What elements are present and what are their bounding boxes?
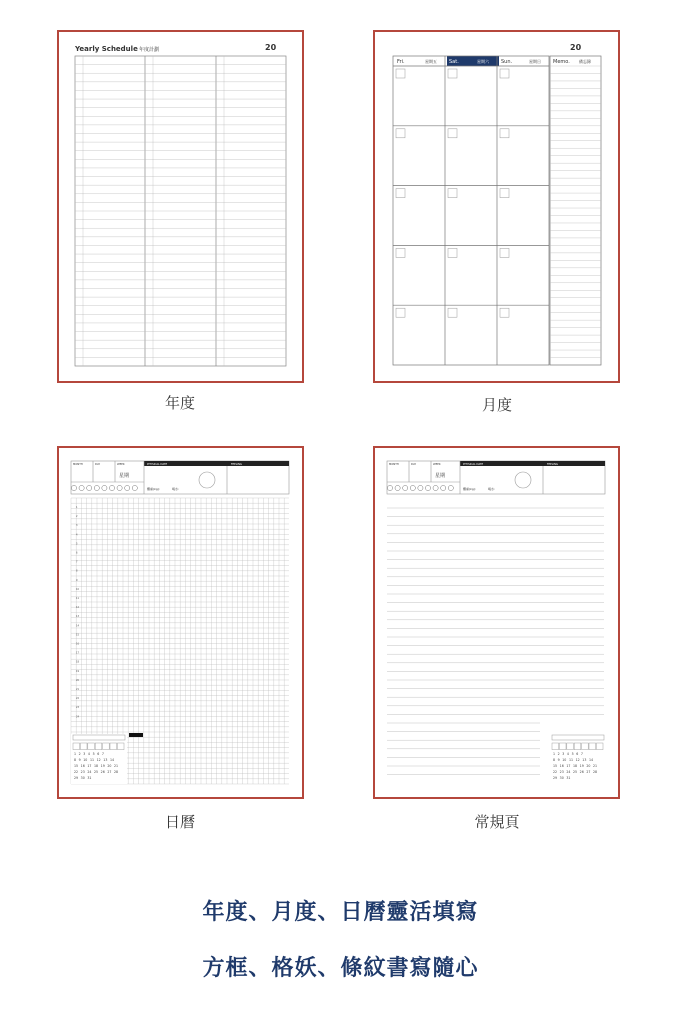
monthly-date-box (396, 308, 405, 317)
regular-week-cn: 星期 (435, 473, 446, 479)
daily-hour-number: 19 (76, 669, 80, 673)
regular-caption: 常規頁 (474, 813, 520, 831)
monthly-caption: 月度 (481, 396, 512, 414)
daily-hour-number: 11 (76, 597, 80, 600)
day-sun-label: Sun. (501, 59, 513, 65)
yearly-sheet (59, 32, 302, 381)
weather-icon (94, 485, 99, 490)
monthly-grid (393, 56, 601, 365)
yearly-year: 20 (265, 43, 277, 52)
daily-hour-number: 3 (76, 524, 78, 528)
daily-hour-number: 7 (76, 560, 78, 564)
monthly-date-box (448, 248, 457, 257)
daily-black-block (129, 733, 143, 737)
daily-hour-number: 6 (76, 551, 78, 555)
daily-hour-number: 22 (76, 697, 80, 701)
monthly-page (373, 30, 620, 383)
weather-icon (79, 485, 84, 490)
daily-hour-number: 13 (76, 615, 80, 619)
monthly-date-box (396, 248, 405, 257)
weather-icon (117, 485, 122, 490)
monthly-date-box (500, 189, 509, 198)
yearly-page (57, 30, 304, 383)
monthly-date-box (500, 248, 509, 257)
daily-sheet (59, 448, 302, 797)
monthly-date-box (500, 69, 509, 78)
daily-hour-number: 23 (76, 706, 80, 710)
mini-cal-weekday-box (596, 743, 603, 750)
daily-hour-number: 20 (76, 678, 80, 682)
regular-weight-label: 體重(kg): (463, 487, 476, 491)
monthly-date-box (500, 129, 509, 138)
yearly-title: Yearly Schedule (75, 45, 138, 53)
daily-caption: 日曆 (164, 813, 195, 831)
tagline-line-1: 年度、月度、日曆靈活填寫 (202, 899, 479, 925)
monthly-sheet (375, 32, 618, 381)
weather-icon (418, 485, 423, 490)
regular-ruled-lines (387, 508, 604, 775)
daily-week-label: WEEK (117, 463, 125, 466)
daily-hour-number: 21 (76, 688, 80, 691)
daily-hour-number: 14 (76, 624, 80, 628)
memo-frame (550, 56, 601, 365)
regular-physical-label: PHYSICAL DATE (463, 463, 484, 466)
regular-mini-calendar (552, 735, 604, 780)
day-fri-label: Fri. (397, 59, 405, 65)
daily-hour-number: 12 (76, 606, 80, 610)
daily-hour-number: 15 (76, 633, 80, 637)
regular-water-label: 喝水: (488, 487, 496, 491)
tagline-line-2: 方框、格妖、條紋書寫隨心 (202, 955, 479, 981)
mini-cal-weekday-box (582, 743, 589, 750)
yearly-title-cn: 年度計劃 (139, 47, 160, 53)
daily-hour-number: 2 (76, 515, 78, 519)
monthly-date-box (448, 189, 457, 198)
weather-icon (87, 485, 92, 490)
daily-hour-number: 8 (76, 569, 78, 573)
mini-cal-weekday-box (567, 743, 574, 750)
mini-cal-row: 8 9 10 11 12 13 14 (74, 758, 115, 762)
regular-sheet (375, 448, 618, 797)
monthly-date-box (396, 129, 405, 138)
regular-mood-circle (515, 472, 531, 488)
mini-cal-row: 15 16 17 18 19 20 21 (553, 764, 598, 768)
weather-icon (71, 485, 76, 490)
day-sat-cn: 星期六 (477, 59, 489, 64)
day-sun-cn: 星期日 (529, 59, 541, 64)
monthly-frame (393, 56, 549, 365)
mini-cal-row: 1 2 3 4 5 6 7 (74, 752, 104, 756)
day-sat-label: Sat. (449, 59, 459, 65)
daily-hour-number: 10 (76, 587, 80, 591)
daily-hour-number: 1 (76, 506, 78, 509)
daily-hour-number: 18 (76, 660, 80, 664)
regular-page (373, 446, 620, 799)
daily-hour-number: 16 (76, 642, 80, 646)
yearly-grid (75, 56, 286, 366)
mini-cal-row: 29 30 31 (553, 776, 571, 780)
monthly-date-box (448, 69, 457, 78)
weather-icon (109, 485, 114, 490)
monthly-year: 20 (570, 43, 582, 52)
daily-week-cn: 星期 (119, 473, 130, 479)
mini-cal-weekday-box (574, 743, 581, 750)
mini-cal-row: 15 16 17 18 19 20 21 (74, 764, 119, 768)
weather-icon (132, 485, 137, 490)
daily-day-label: DAY (95, 463, 101, 466)
mini-cal-row: 22 23 24 25 26 27 28 (553, 770, 598, 774)
day-fri-cn: 星期五 (425, 59, 437, 64)
regular-weather-icons (387, 485, 453, 490)
monthly-date-box (500, 308, 509, 317)
daily-month-label: MONTH (73, 463, 83, 466)
weather-icon (102, 485, 107, 490)
regular-month-label: MONTH (389, 463, 399, 466)
weather-icon (387, 485, 392, 490)
weather-icon (395, 485, 400, 490)
daily-water-label: 喝水: (172, 487, 180, 491)
daily-grid (71, 498, 289, 784)
weather-icon (403, 485, 408, 490)
daily-weight-label: 體重(kg): (147, 487, 160, 491)
mini-cal-row: 8 9 10 11 12 13 14 (553, 758, 594, 762)
mini-cal-row: 29 30 31 (74, 776, 92, 780)
daily-page (57, 446, 304, 799)
memo-label: Memo. (553, 59, 570, 65)
yearly-caption: 年度 (164, 394, 195, 412)
daily-hour-number: 4 (76, 533, 78, 537)
regular-feeling-label: FEELING (547, 463, 558, 466)
mini-cal-row: 22 23 24 25 26 27 28 (74, 770, 119, 774)
mini-cal-weekday-box (552, 743, 559, 750)
daily-hour-number: 24 (76, 715, 80, 719)
daily-hour-number: 9 (76, 578, 78, 582)
daily-hour-number: 17 (76, 651, 80, 655)
monthly-date-box (448, 308, 457, 317)
daily-feeling-label: FEELING (231, 463, 242, 466)
mini-cal-row: 1 2 3 4 5 6 7 (553, 752, 583, 756)
daily-hour-numbers (76, 506, 80, 718)
daily-mood-circle (199, 472, 215, 488)
daily-physical-label: PHYSICAL DATE (147, 463, 168, 466)
regular-week-label: WEEK (433, 463, 441, 466)
weather-icon (425, 485, 430, 490)
weather-icon (441, 485, 446, 490)
weather-icon (125, 485, 130, 490)
monthly-date-box (396, 189, 405, 198)
weather-icon (448, 485, 453, 490)
weather-icon (433, 485, 438, 490)
memo-cn: 備忘錄 (579, 59, 591, 64)
mini-cal-title-box (552, 735, 604, 740)
monthly-date-box (396, 69, 405, 78)
mini-cal-weekday-box (559, 743, 566, 750)
monthly-date-box (448, 129, 457, 138)
mini-cal-weekday-box (589, 743, 596, 750)
regular-day-label: DAY (411, 463, 417, 466)
daily-hour-number: 5 (76, 542, 78, 546)
daily-weather-icons (71, 485, 137, 490)
weather-icon (410, 485, 415, 490)
